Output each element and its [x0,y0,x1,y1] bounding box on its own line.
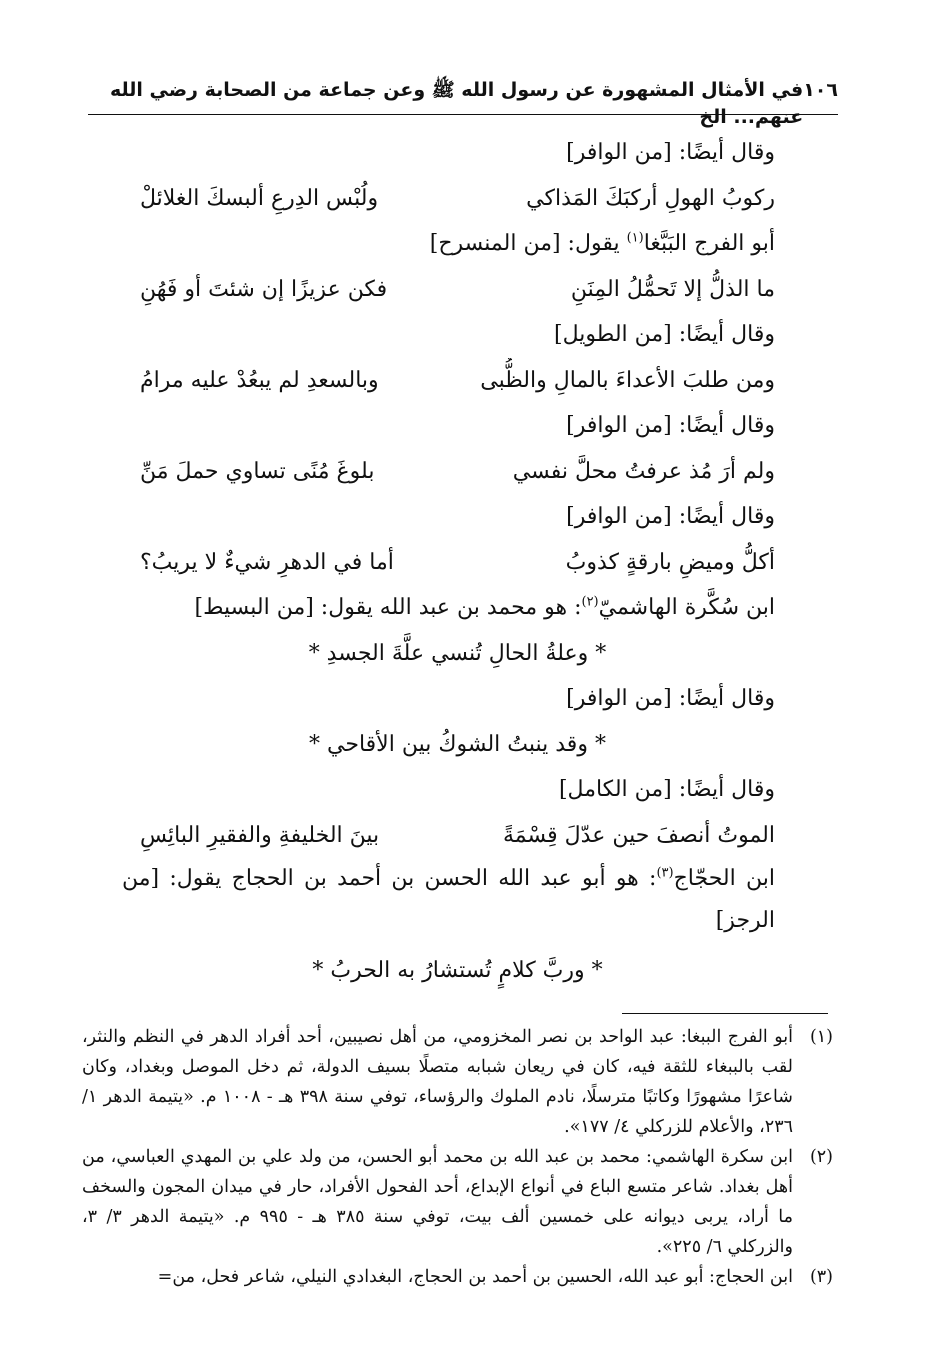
footnote-number: (١) [809,1027,833,1047]
footnote-number: (٢) [809,1147,833,1167]
footnote [82,1142,833,1262]
verse-line [140,540,775,586]
footnote-ref[interactable]: (٢) [581,594,599,610]
centered-verse: * وقد ينبتُ الشوكُ بين الأقاحي * [309,731,606,757]
intro-line: وقال أيضًا: [من الكامل] [558,777,775,802]
verse-line [140,449,775,495]
footnote-number: (٣) [809,1267,833,1287]
poet-name: ابن سُكَّرة الهاشميّ [598,595,775,620]
verse-second-hemistich: بينَ الخليفةِ والفقيرِ البائِسِ [140,822,380,848]
intro-line: وقال أيضًا: [من الوافر] [566,140,775,165]
footnote [82,1022,833,1142]
main-text [122,130,775,994]
verse-first-hemistich: ركوبُ الهولِ أركبَكَ المَذاكي [526,185,775,211]
verse-second-hemistich: ولُبْس الدِرعِ ألبسكَ الغلائلْ [140,185,379,211]
footnote-text: ابن الحجاج: أبو عبد الله، الحسين بن أحمد بن الحجاج، البغدادي النيلي، شاعر فحل، من= [157,1267,793,1287]
centered-verse: * وربَّ كلامٍ تُستشارُ به الحربُ * [312,958,603,983]
footnote-ref[interactable]: (٣) [656,865,674,881]
footnotes [82,1022,833,1292]
running-header [88,78,838,128]
verse-second-hemistich: أما في الدهرِ شيءٌ لا يريبُ؟ [140,549,394,575]
intro-line: وقال أيضًا: [من الطويل] [554,322,775,347]
verse-first-hemistich: ما الذلُّ إلا تَحمُّلُ المِنَنِ [570,276,775,302]
verse-line [140,267,775,313]
poet-intro-line [122,858,775,942]
running-title: في الأمثال المشهورة عن رسول الله ﷺ وعن جماعة من الصحابة رضي الله عنهم... الخ [109,79,804,128]
page-number: ١٠٦ [803,79,838,101]
verse-first-hemistich: ولم أرَ مُذ عرفتُ محلَّ نفسي [512,458,775,484]
poet-intro-line [140,221,775,267]
verse-first-hemistich: أكلُّ وميضِ بارقةٍ كذوبُ [565,549,775,575]
footnote-text: ابن سكرة الهاشمي: محمد بن عبد الله بن محمد أبو الحسن، من ولد علي بن المهدي العباسي، من أهل بغداد. شاعر متسع الباع في أنواع الإبداع، أحد الفحول الأفراد، حار في ميدان المجون والسخف ما أراد، يربى ديوانه على خمسين ألف بيت، توفي سنة ٣٨٥ هـ - ٩٩٥ م. «يتيمة الدهر ٣/ ٣، والزركلي ٦/ ٢٢٥». [82,1147,793,1257]
meter-label: : هو أبو عبد الله الحسن بن أحمد بن الحجاج يقول: [من الرجز] [122,866,775,933]
verse-line [140,358,775,404]
meter-label: : هو محمد بن عبد الله يقول: [من البسيط] [194,595,582,620]
footnote-divider [622,1013,828,1014]
intro-line: وقال أيضًا: [من الوافر] [566,413,775,438]
verse-line [140,176,775,222]
verse-second-hemistich: وبالسعدِ لم يبعُدْ عليه مرامُ [140,367,379,393]
centered-verse: * وعلةُ الحالِ تُنسي علَّةَ الجسدِ * [308,640,607,666]
footnote [82,1262,833,1292]
header-divider [88,114,838,115]
verse-line [140,813,775,859]
poet-name: أبو الفرج البَبَّغا [643,231,775,256]
verse-first-hemistich: الموتُ أنصفَ حين عدّلَ قِسْمَةً [503,822,775,848]
intro-line: وقال أيضًا: [من الوافر] [566,504,775,529]
verse-second-hemistich: فكن عزيزًا إن شئتَ أو فَهُنِ [140,276,388,302]
intro-line: وقال أيضًا: [من الوافر] [566,686,775,711]
footnote-text: أبو الفرج الببغا: عبد الواحد بن نصر المخزومي، من أهل نصيبين، أحد أفراد الدهر في النظم والنثر، لقب بالببغاء للثقة فيه، كان في ريعان شبابه متصلًا بسيف الدولة، ثم دخل الموصل وبغداد، وكان شاعرًا مشهورًا وكاتبًا مترسلًا، نادم الملوك والرؤساء، توفي سنة ٣٩٨ هـ - ١٠٠٨ م. «يتيمة الدهر ١/ ٢٣٦، والأعلام للزركلي ٤/ ١٧٧». [82,1027,794,1137]
poet-intro-line [140,585,775,631]
meter-label: يقول: [من المنسرح] [429,231,627,256]
verse-first-hemistich: ومن طلبَ الأعداءَ بالمالِ والظُّبى [480,367,775,393]
footnote-ref[interactable]: (١) [626,230,644,246]
verse-second-hemistich: بلوغَ مُنًى تساوي حملَ مَنِّ [140,458,375,484]
poet-name: ابن الحجّاج [673,866,775,891]
